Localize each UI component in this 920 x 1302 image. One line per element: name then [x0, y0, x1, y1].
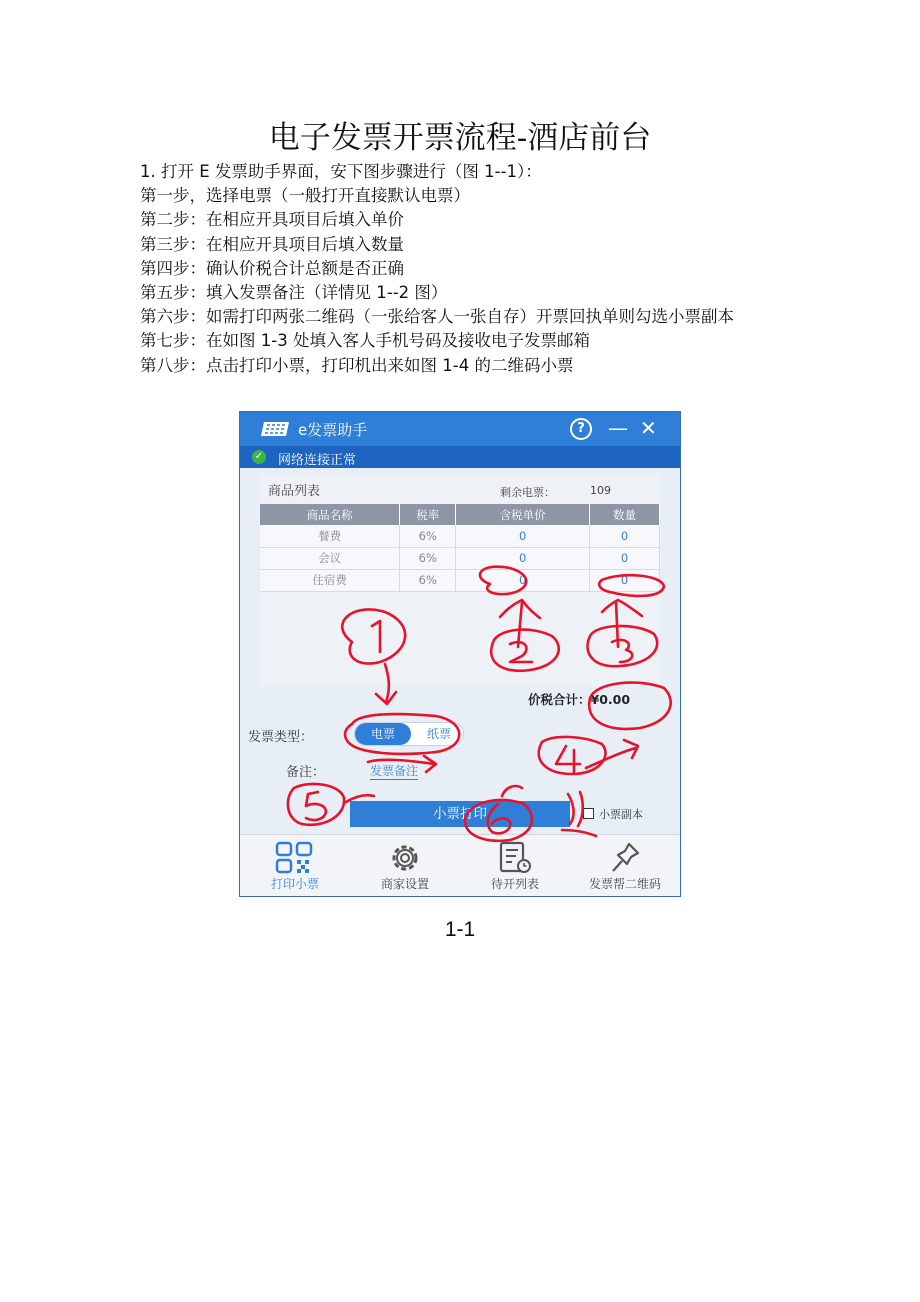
title-bar [240, 412, 680, 446]
app-title: e发票助手 [298, 421, 368, 439]
print-receipt-button[interactable]: 小票打印 [350, 801, 570, 827]
invoice-logo-icon [260, 421, 290, 437]
invoice-type-toggle[interactable] [354, 722, 464, 746]
remaining-label: 剩余电票： [500, 486, 555, 499]
minimize-icon[interactable]: — [608, 416, 628, 440]
product-list-title: 商品列表 [268, 484, 321, 499]
product-name: 住宿费 [260, 569, 400, 591]
quantity-input[interactable]: 0 [590, 569, 660, 591]
nav-label: 商家设置 [380, 877, 429, 891]
check-icon: ✓ [252, 450, 266, 464]
help-icon[interactable]: ? [570, 418, 592, 440]
step-8: 第八步：点击打印小票，打印机出来如图 1-4 的二维码小票 [140, 355, 574, 375]
step-intro: 1. 打开 E 发票助手界面，安下图步骤进行（图 1--1）： [140, 162, 542, 181]
nav-print-receipt[interactable] [240, 835, 350, 897]
nav-invoice-qr[interactable] [570, 835, 680, 897]
tax-rate: 6% [400, 525, 456, 547]
qr-grid-icon [275, 841, 315, 875]
unit-price-input[interactable]: 0 [456, 547, 590, 569]
column-header-quantity: 数量 [590, 504, 660, 525]
column-header-tax-rate: 税率 [400, 504, 456, 525]
tax-rate: 6% [400, 569, 456, 591]
step-7: 第七步：在如图 1-3 处填入客人手机号码及接收电子发票邮箱 [140, 331, 590, 351]
remark-label: 备注： [286, 765, 326, 780]
nav-label: 打印小票 [270, 877, 319, 891]
product-panel [260, 474, 660, 686]
column-header-name: 商品名称 [260, 504, 400, 525]
tax-rate: 6% [400, 547, 456, 569]
nav-label: 发票帮二维码 [588, 877, 661, 891]
step-4: 第四步：确认价税合计总额是否正确 [140, 258, 404, 278]
network-status-text: 网络连接正常 [278, 453, 357, 468]
paper-invoice-option[interactable]: 纸票 [426, 727, 451, 741]
quantity-input[interactable]: 0 [590, 525, 660, 547]
bottom-nav [240, 834, 680, 897]
unit-price-input[interactable]: 0 [456, 525, 590, 547]
table-row [260, 569, 660, 591]
nav-label: 待开列表 [490, 877, 539, 891]
table-row [260, 547, 660, 569]
figure-caption: 1-1 [444, 918, 476, 941]
step-1: 第一步，选择电票（一般打开直接默认电票） [140, 186, 470, 206]
total-amount: 价税合计：¥0.00 [528, 692, 631, 707]
product-table [260, 504, 660, 592]
gear-icon [385, 841, 425, 875]
remark-input[interactable]: 发票备注 [370, 764, 419, 778]
receipt-copy-checkbox[interactable] [583, 808, 594, 819]
quantity-input[interactable]: 0 [590, 547, 660, 569]
step-6: 第六步：如需打印两张二维码（一张给客人一张自存）开票回执单则勾选小票副本 [140, 307, 734, 327]
unit-price-input[interactable]: 0 [456, 569, 590, 591]
step-2: 第二步：在相应开具项目后填入单价 [140, 210, 404, 230]
step-list [140, 160, 790, 378]
step-5: 第五步：填入发票备注（详情见 1--2 图） [140, 283, 448, 303]
close-icon[interactable]: ✕ [640, 416, 657, 440]
step-3: 第三步：在相应开具项目后填入数量 [140, 234, 404, 254]
product-name: 会议 [260, 547, 400, 569]
table-row [260, 525, 660, 547]
remaining-count: 109 [590, 484, 611, 497]
nav-merchant-settings[interactable] [350, 835, 460, 897]
app-screenshot [239, 411, 681, 897]
pending-list-icon [495, 841, 535, 875]
receipt-copy-label: 小票副本 [599, 808, 643, 821]
network-status-bar [240, 446, 680, 468]
nav-pending-list[interactable] [460, 835, 570, 897]
e-invoice-option[interactable]: 电票 [355, 723, 411, 745]
product-name: 餐费 [260, 525, 400, 547]
document-title: 电子发票开票流程-酒店前台 [268, 120, 652, 156]
pin-icon [605, 841, 645, 875]
column-header-unit-price: 含税单价 [456, 504, 590, 525]
invoice-type-label: 发票类型： [248, 730, 314, 745]
